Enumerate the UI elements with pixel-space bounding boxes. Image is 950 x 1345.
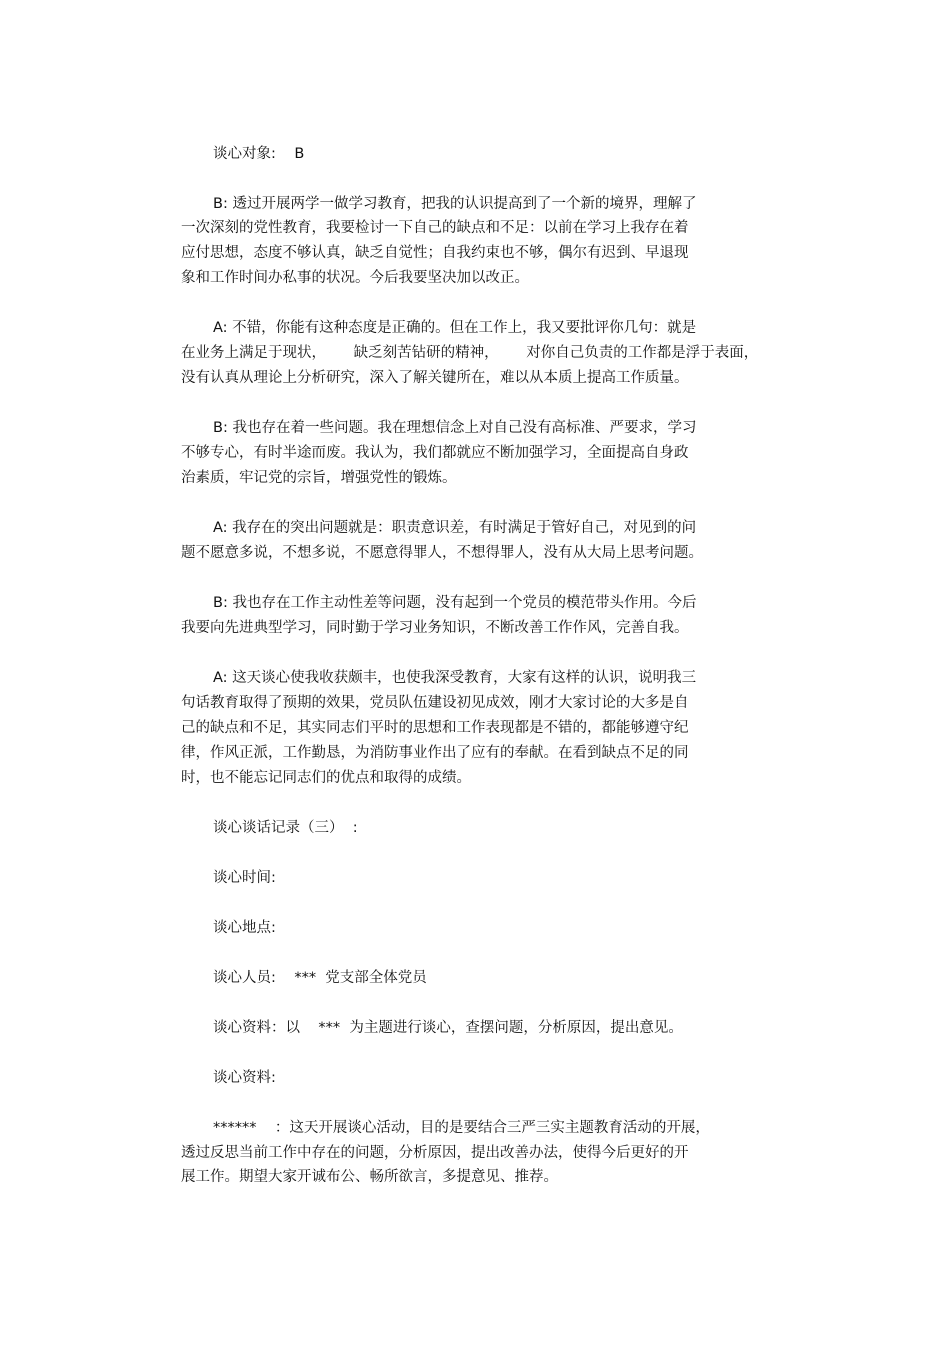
text-line: B: 我也存在着一些问题。我在理想信念上对自己没有高标准、严要求，学习 xyxy=(213,420,697,436)
text-line: 谈心对象: B xyxy=(213,146,305,162)
text-line: A: 不错，你能有这种态度是正确的。但在工作上，我又要批评你几句：就是 xyxy=(213,320,697,336)
text-line: 我要向先进典型学习，同时勤于学习业务知识，不断改善工作作风，完善自我。 xyxy=(181,620,689,636)
text-line: 一次深刻的党性教育，我要检讨一下自己的缺点和不足：以前在学习上我存在着 xyxy=(181,220,689,236)
text-line: A: 我存在的突出问题就是：职责意识差，有时满足于管好自己，对见到的问 xyxy=(213,520,697,536)
text-line: 句话教育取得了预期的效果，党员队伍建设初见成效，刚才大家讨论的大多是自 xyxy=(181,695,689,711)
text-line: 没有认真从理论上分析研究，深入了解关键所在，难以从本质上提高工作质量。 xyxy=(181,370,689,386)
text-line: 应付思想，态度不够认真，缺乏自觉性；自我约束也不够，偶尔有迟到、早退现 xyxy=(181,245,689,261)
text-line: 题不愿意多说，不想多说，不愿意得罪人，不想得罪人，没有从大局上思考问题。 xyxy=(181,545,703,561)
text-line: 象和工作时间办私事的状况。今后我要坚决加以改正。 xyxy=(181,270,529,286)
text-line: 时，也不能忘记同志们的优点和取得的成绩。 xyxy=(181,770,471,786)
field-material-label: 谈心资料: xyxy=(213,1070,276,1086)
field-participants: 谈心人员: *** 党支部全体党员 xyxy=(213,970,427,986)
text-line: 不够专心，有时半途而废。我认为，我们都就应不断加强学习，全面提高自身政 xyxy=(181,445,689,461)
text-line: B: 透过开展两学一做学习教育，把我的认识提高到了一个新的境界，理解了 xyxy=(213,196,697,212)
field-material: 谈心资料：以 *** 为主题进行谈心，查摆问题，分析原因，提出意见。 xyxy=(213,1020,683,1036)
text-line: 展工作。期望大家开诚布公、畅所欲言，多提意见、推荐。 xyxy=(181,1169,558,1185)
text-line: ****** ：这天开展谈心活动，目的是要结合三严三实主题教育活动的开展， xyxy=(213,1120,710,1136)
field-time: 谈心时间: xyxy=(213,870,276,886)
text-line: A: 这天谈心使我收获颇丰，也使我深受教育，大家有这样的认识，说明我三 xyxy=(213,670,697,686)
section-heading: 谈心谈话记录（三） : xyxy=(213,820,358,836)
text-line: 己的缺点和不足，其实同志们平时的思想和工作表现都是不错的，都能够遵守纪 xyxy=(181,720,689,736)
text-line: B: 我也存在工作主动性差等问题，没有起到一个党员的模范带头作用。今后 xyxy=(213,595,697,611)
text-line: 律，作风正派，工作勤恳，为消防事业作出了应有的奉献。在看到缺点不足的同 xyxy=(181,745,689,761)
text-line: 在业务上满足于现状， 缺乏刻苦钻研的精神， 对你自己负责的工作都是浮于表面， xyxy=(181,345,759,361)
field-location: 谈心地点: xyxy=(213,920,276,936)
text-line: 治素质，牢记党的宗旨，增强党性的锻炼。 xyxy=(181,470,457,486)
text-line: 透过反思当前工作中存在的问题，分析原因，提出改善办法，使得今后更好的开 xyxy=(181,1145,689,1161)
